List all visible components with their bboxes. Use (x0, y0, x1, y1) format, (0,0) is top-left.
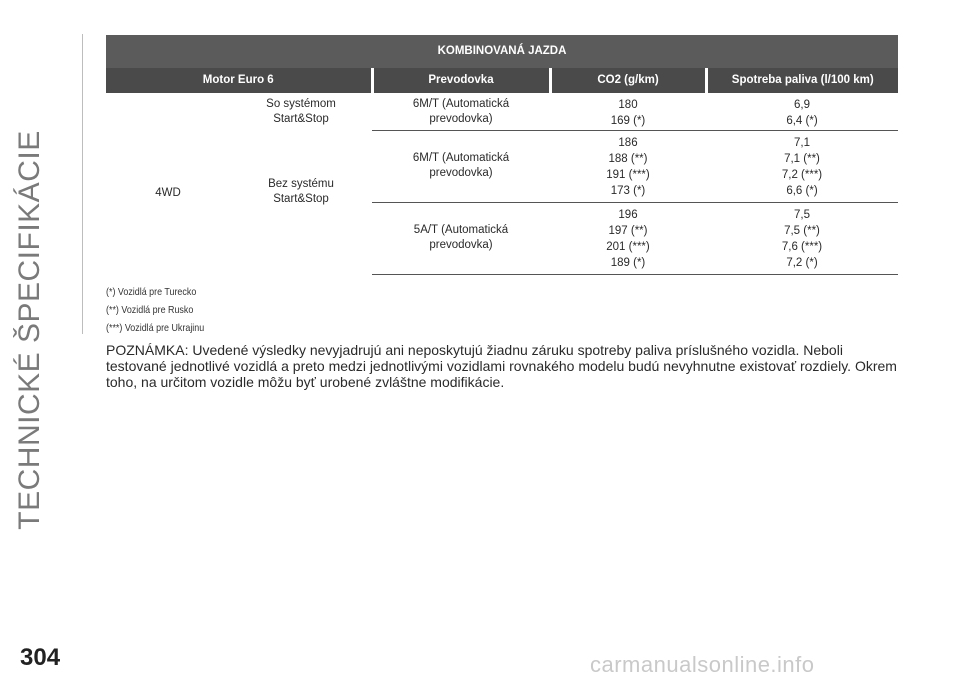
co2-value: 189 (*) (610, 256, 646, 269)
co2-value: 173 (*) (610, 184, 646, 197)
fuel-cell-1 (706, 93, 898, 130)
co2-value: 186 (618, 136, 638, 149)
fuel-value: 6,9 (794, 99, 810, 111)
emissions-table (106, 35, 898, 275)
fuel-value: 7,5 (**) (784, 224, 820, 237)
fuel-value: 6,4 (*) (786, 115, 818, 127)
footnote: (***) Vozidlá pre Ukrajinu (106, 322, 205, 334)
gearbox-label-2: 6M/T (Automatická prevodovka) (412, 151, 510, 179)
header-gearbox: Prevodovka (372, 68, 550, 93)
watermark: carmanualsonline.info (590, 652, 815, 677)
footnote: (*) Vozidlá pre Turecko (106, 286, 197, 298)
fuel-value: 7,2 (*) (786, 256, 818, 269)
fuel-value: 7,6 (***) (781, 240, 823, 253)
co2-value: 191 (***) (606, 168, 650, 181)
co2-value: 201 (***) (606, 240, 650, 253)
footnote: (**) Vozidlá pre Rusko (106, 304, 194, 316)
system-without-cell (230, 130, 372, 274)
gearbox-cell-3 (372, 202, 550, 274)
system-with-cell (230, 93, 372, 130)
note-paragraph: POZNÁMKA: Uvedené výsledky nevyjadrujú ani neposkytujú žiadnu záruku spotreby paliva príslušného vozidla. Neboli testované jednotlivé vozidlá a preto medzi jednotlivými vozidlami rovnakého modelu budú nevyhnutne existovať rozdiely. Okrem toho, na určitom vozidle môžu byť urobené zvláštne modifikácie. (106, 342, 897, 390)
table-title: KOMBINOVANÁ JAZDA (106, 35, 898, 68)
system-with-label: So systémom Start&Stop (266, 98, 336, 125)
gearbox-label-1: 6M/T (Automatická prevodovka) (412, 98, 510, 125)
footnotes (106, 283, 222, 337)
fuel-value: 7,5 (794, 208, 810, 221)
header-fuel: Spotreba paliva (l/100 km) (706, 68, 898, 93)
gearbox-cell-2 (372, 130, 550, 202)
fuel-cell-2 (706, 130, 898, 202)
co2-value: 180 (618, 99, 638, 111)
co2-cell-3 (550, 202, 706, 274)
motor-cell: 4WD (155, 187, 181, 199)
fuel-value: 7,1 (**) (784, 152, 820, 165)
side-divider (82, 34, 83, 334)
page-number: 304 (20, 644, 61, 671)
co2-value: 169 (*) (610, 115, 646, 127)
section-side-title: TECHNICKÉ ŠPECIFIKÁCIE (13, 130, 46, 530)
gearbox-cell-1 (372, 93, 550, 130)
co2-cell-2 (550, 130, 706, 202)
co2-cell-1 (550, 93, 706, 130)
header-motor: Motor Euro 6 (106, 68, 372, 93)
fuel-value: 6,6 (*) (786, 184, 818, 197)
co2-value: 188 (**) (608, 152, 648, 165)
header-co2: CO2 (g/km) (550, 68, 706, 93)
gearbox-label-3: 5A/T (Automatická prevodovka) (413, 223, 509, 251)
fuel-value: 7,1 (794, 136, 810, 149)
system-without-label: Bez systému Start&Stop (268, 178, 334, 205)
emissions-table-container (106, 35, 898, 275)
fuel-cell-3 (706, 202, 898, 274)
fuel-value: 7,2 (***) (781, 168, 823, 181)
co2-value: 197 (**) (608, 224, 648, 237)
co2-value: 196 (618, 208, 638, 221)
